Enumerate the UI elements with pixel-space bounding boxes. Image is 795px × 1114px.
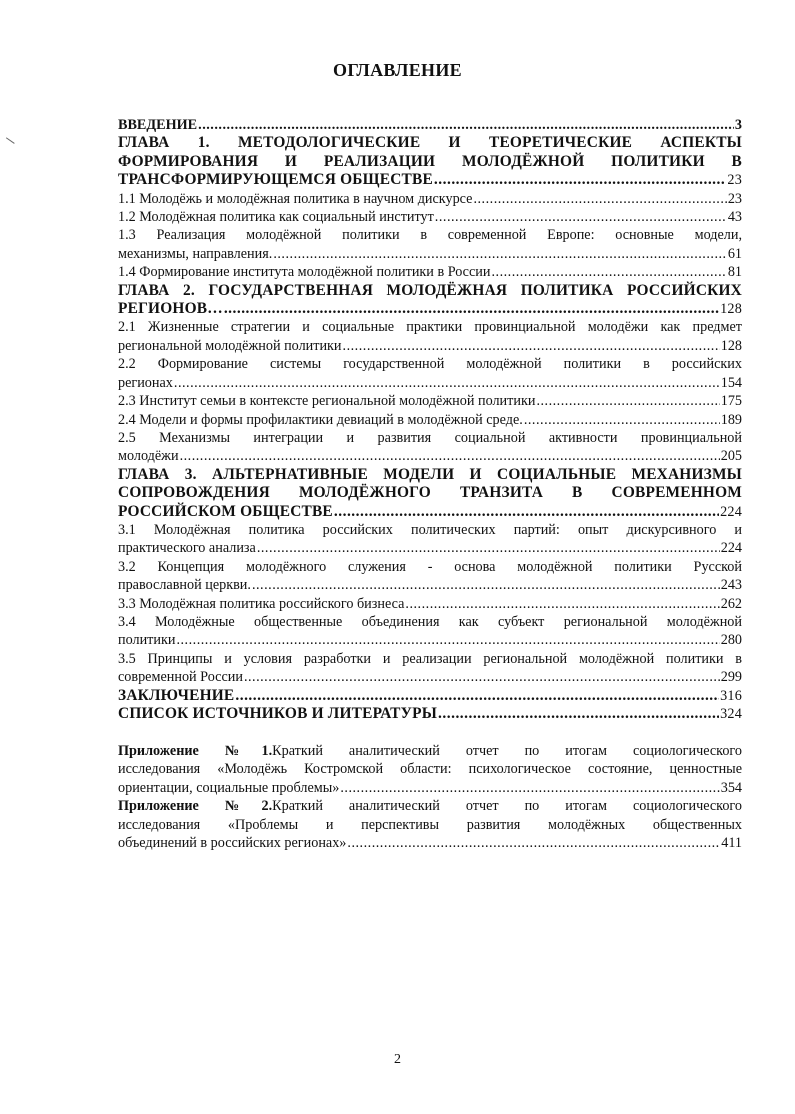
chapter-title-line: ТРАНСФОРМИРУЮЩЕМСЯ ОБЩЕСТВЕ xyxy=(118,171,433,189)
toc-page: 43 xyxy=(727,209,742,226)
chapter-title-line: ГЛАВА 2. ГОСУДАРСТВЕННАЯ МОЛОДЁЖНАЯ ПОЛИТИКА РОССИЙСКИХ xyxy=(118,281,742,299)
toc-entry-2-4[interactable] xyxy=(118,411,742,429)
toc-entry-3-5[interactable] xyxy=(118,650,742,687)
toc-label: ЗАКЛЮЧЕНИЕ xyxy=(118,686,235,704)
margin-mark xyxy=(5,137,14,144)
toc-label: практического анализа xyxy=(118,540,256,557)
toc-label: 3.1 Молодёжная политика российских политических партий: опыт дискурсивного и xyxy=(118,521,742,538)
toc-label: региональной молодёжной политики xyxy=(118,337,342,354)
chapter-title-line: ГЛАВА 3. АЛЬТЕРНАТИВНЫЕ МОДЕЛИ И СОЦИАЛЬНЫЕ МЕХАНИЗМЫ xyxy=(118,465,742,483)
toc-entry-2-5[interactable] xyxy=(118,429,742,466)
toc-chapter-3[interactable] xyxy=(118,466,742,521)
toc-label: СПИСОК ИСТОЧНИКОВ И ЛИТЕРАТУРЫ xyxy=(118,705,438,722)
toc-label: политики xyxy=(118,632,176,649)
table-of-contents xyxy=(118,116,742,723)
toc-page: 316 xyxy=(720,687,742,704)
toc-page: 81 xyxy=(727,264,742,281)
appendices xyxy=(118,742,742,852)
toc-label: молодёжи xyxy=(118,448,179,465)
toc-entry-1-2[interactable] xyxy=(118,208,742,226)
toc-entry-3-2[interactable] xyxy=(118,558,742,595)
toc-entry-2-2[interactable] xyxy=(118,355,742,392)
toc-label: Краткий аналитический отчет по итогам социологического xyxy=(272,798,742,815)
toc-label: 2.5 Механизмы интеграции и развития социальной активности провинциальной xyxy=(118,429,742,446)
toc-entry-1-1[interactable] xyxy=(118,190,742,208)
toc-page: 324 xyxy=(720,706,742,722)
toc-page: 299 xyxy=(720,669,742,686)
toc-label: ВВЕДЕНИЕ xyxy=(118,117,198,133)
toc-page: 175 xyxy=(720,393,742,410)
toc-entry-appendix-1[interactable] xyxy=(118,742,742,797)
toc-entry-1-4[interactable] xyxy=(118,263,742,281)
toc-page: 411 xyxy=(721,835,742,852)
toc-page: 280 xyxy=(720,632,742,649)
toc-chapter-1[interactable] xyxy=(118,134,742,189)
chapter-title-line: ФОРМИРОВАНИЯ И РЕАЛИЗАЦИИ МОЛОДЁЖНОЙ ПОЛИТИКИ В xyxy=(118,152,742,170)
page-number: 2 xyxy=(394,1052,401,1067)
toc-page: 189 xyxy=(720,411,742,428)
toc-chapter-2[interactable] xyxy=(118,282,742,319)
toc-entry-2-1[interactable] xyxy=(118,318,742,355)
toc-label: 1.1 Молодёжь и молодёжная политика в научном дискурсе xyxy=(118,190,473,207)
toc-label: 2.4 Модели и формы профилактики девиаций в молодёжной среде. xyxy=(118,411,523,428)
toc-page: 224 xyxy=(720,503,742,520)
toc-label: объединений в российских регионах» xyxy=(118,835,347,852)
toc-page: 128 xyxy=(720,301,742,318)
toc-label: 2.1 Жизненные стратегии и социальные практики провинциальной молодёжи как предмет xyxy=(118,319,742,336)
toc-label: 3.3 Молодёжная политика российского бизнеса xyxy=(118,595,405,612)
toc-label: 3.2 Концепция молодёжного служения - основа молодёжной политики Русской xyxy=(118,558,742,575)
toc-page: 3 xyxy=(734,117,742,133)
toc-label: 2.3 Институт семьи в контексте региональной молодёжной политики xyxy=(118,393,536,410)
toc-page: 128 xyxy=(720,337,742,354)
chapter-title-line: РЕГИОНОВ… xyxy=(118,300,223,318)
chapter-title-line: СОПРОВОЖДЕНИЯ МОЛОДЁЖНОГО ТРАНЗИТА В СОВРЕМЕННОМ xyxy=(118,484,742,502)
toc-entry-conclusion[interactable] xyxy=(118,687,742,705)
toc-entry-intro[interactable] xyxy=(118,116,742,134)
toc-page: 154 xyxy=(720,374,742,391)
toc-entry-3-1[interactable] xyxy=(118,521,742,558)
toc-entry-2-3[interactable] xyxy=(118,392,742,410)
toc-page: 262 xyxy=(720,595,742,612)
toc-label: 1.2 Молодёжная политика как социальный институт xyxy=(118,209,434,226)
toc-label: регионах xyxy=(118,374,173,391)
toc-label: исследования «Молодёжь Костромской области: психологическое состояние, ценностные xyxy=(118,761,742,778)
toc-page: 205 xyxy=(720,448,742,465)
toc-page: 243 xyxy=(720,577,742,594)
toc-page: 61 xyxy=(727,245,742,262)
toc-label: Краткий аналитический отчет по итогам социологического xyxy=(272,743,742,759)
toc-entry-3-3[interactable] xyxy=(118,595,742,613)
toc-page: 224 xyxy=(720,540,742,557)
toc-page: 23 xyxy=(727,172,742,189)
toc-label: современной России xyxy=(118,669,243,686)
toc-entry-3-4[interactable] xyxy=(118,613,742,650)
toc-label: ориентации, социальные проблемы» xyxy=(118,779,340,796)
toc-label: 1.4 Формирование института молодёжной политики в России xyxy=(118,264,491,281)
chapter-title-line: РОССИЙСКОМ ОБЩЕСТВЕ xyxy=(118,502,333,520)
toc-label: 1.3 Реализация молодёжной политики в современной Европе: основные модели, xyxy=(118,227,742,244)
toc-label: 2.2 Формирование системы государственной молодёжной политики в российских xyxy=(118,356,742,373)
toc-entry-appendix-2[interactable] xyxy=(118,797,742,852)
toc-label: исследования «Проблемы и перспективы развития молодёжных общественных xyxy=(118,816,742,833)
toc-label: механизмы, направления. xyxy=(118,245,273,262)
toc-page: 354 xyxy=(720,779,742,796)
toc-label: 3.4 Молодёжные общественные объединения как субъект региональной молодёжной xyxy=(118,613,742,630)
toc-entry-sources[interactable] xyxy=(118,705,742,723)
appendix-label: Приложение №1. xyxy=(118,743,273,759)
toc-entry-1-3[interactable] xyxy=(118,226,742,263)
toc-label: православной церкви. xyxy=(118,577,251,594)
appendix-label: Приложение №2. xyxy=(118,798,273,815)
toc-page: 23 xyxy=(727,190,742,207)
chapter-title-line: ГЛАВА 1. МЕТОДОЛОГИЧЕСКИЕ И ТЕОРЕТИЧЕСКИЕ АСПЕКТЫ xyxy=(118,134,742,152)
page-title: ОГЛАВЛЕНИЕ xyxy=(333,60,462,80)
toc-label: 3.5 Принципы и условия разработки и реализации региональной молодёжной политики в xyxy=(118,650,742,667)
